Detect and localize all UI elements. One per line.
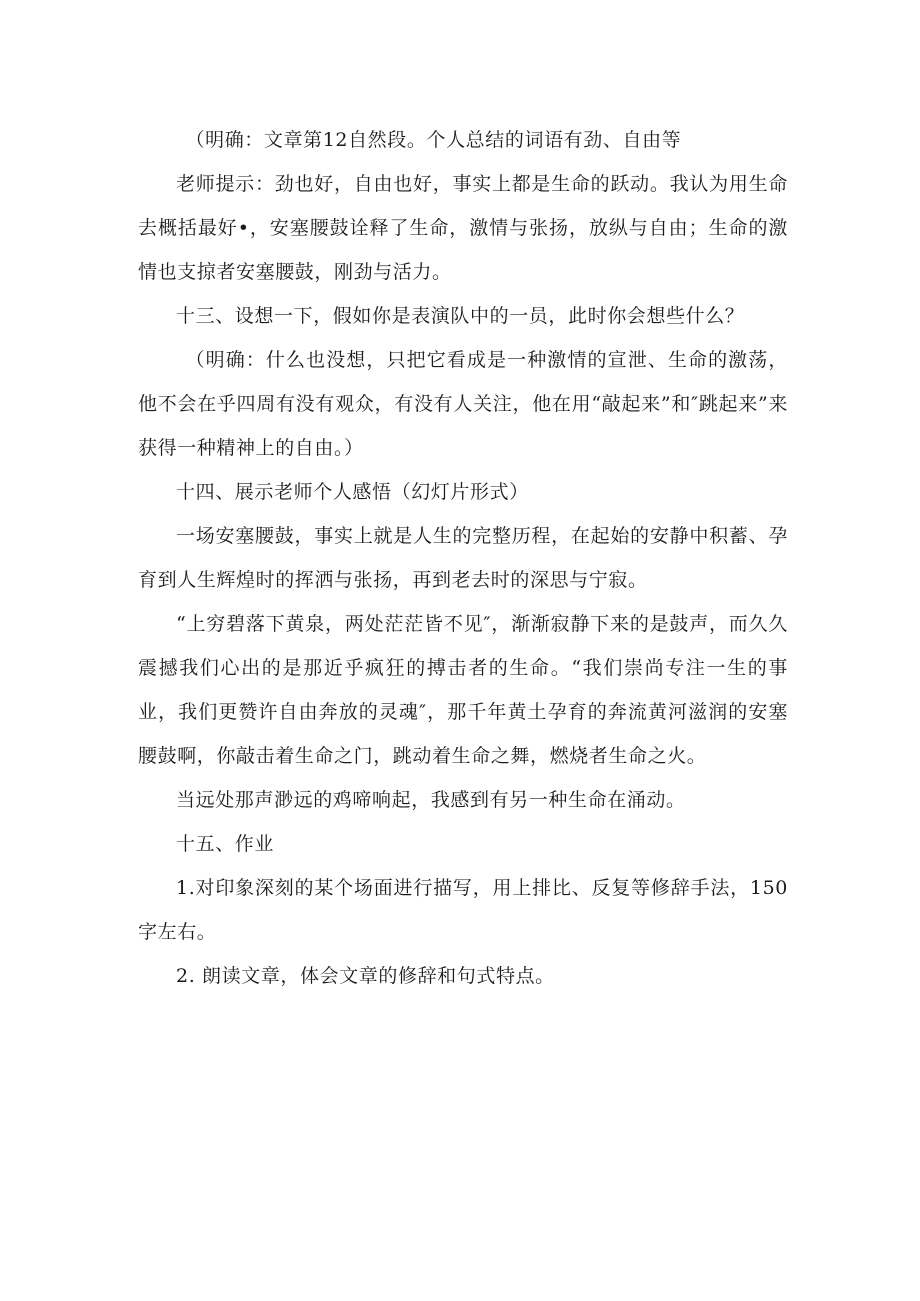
section-13-heading: 十三、设想一下，假如你是表演队中的一员，此时你会想些什么？ [176, 305, 745, 327]
reflection-paragraph-1: 一场安塞腰鼓，事实上就是人生的完整历程，在起始的安静中积蓄、孕育到人生辉煌时的挥洒与张扬，再到老去时的深思与宁寂。 [138, 525, 788, 591]
section-14-heading: 十四、展示老师个人感悟（幻灯片形式） [176, 481, 529, 503]
homework-item-1: 1.对印象深刻的某个场面进行描写，用上排比、反复等修辞手法，150字左右。 [138, 877, 788, 943]
clarification-paragraph-1: （明确：文章第12自然段。个人总结的词语有劲、自由等 [185, 129, 682, 151]
homework-item-2: 2. 朗读文章，体会文章的修辞和句式特点。 [176, 965, 555, 987]
reflection-paragraph-2: “上穷碧落下黄泉，两处茫茫皆不见″，渐渐寂静下来的是鼓声，而久久震撼我们心出的是那近乎疯狂的搏击者的生命。“我们崇尚专注一生的事业，我们更赞许自由奔放的灵魂″，那千年黄土孕育的奔流黄河滋润的安塞腰鼓啊，你敲击着生命之门，跳动着生命之舞，燃烧者生命之火。 [138, 613, 788, 767]
reflection-paragraph-3: 当远处那声渺远的鸡啼响起，我感到有另一种生命在涌动。 [176, 789, 686, 811]
clarification-paragraph-2: （明确：什么也没想，只把它看成是一种激情的宣泄、生命的激荡，他不会在乎四周有没有观众，有没有人关注，他在用“敲起来”和″跳起来”来获得一种精神上的自由。） [138, 349, 788, 459]
teacher-hint-paragraph: 老师提示：劲也好，自由也好，事实上都是生命的跃动。我认为用生命去概括最好•，安塞腰鼓诠释了生命，激情与张扬，放纵与自由；生命的激情也支掠者安塞腰鼓，刚劲与活力。 [138, 173, 788, 283]
document-page [138, 118, 788, 998]
section-15-heading: 十五、作业 [176, 833, 275, 855]
